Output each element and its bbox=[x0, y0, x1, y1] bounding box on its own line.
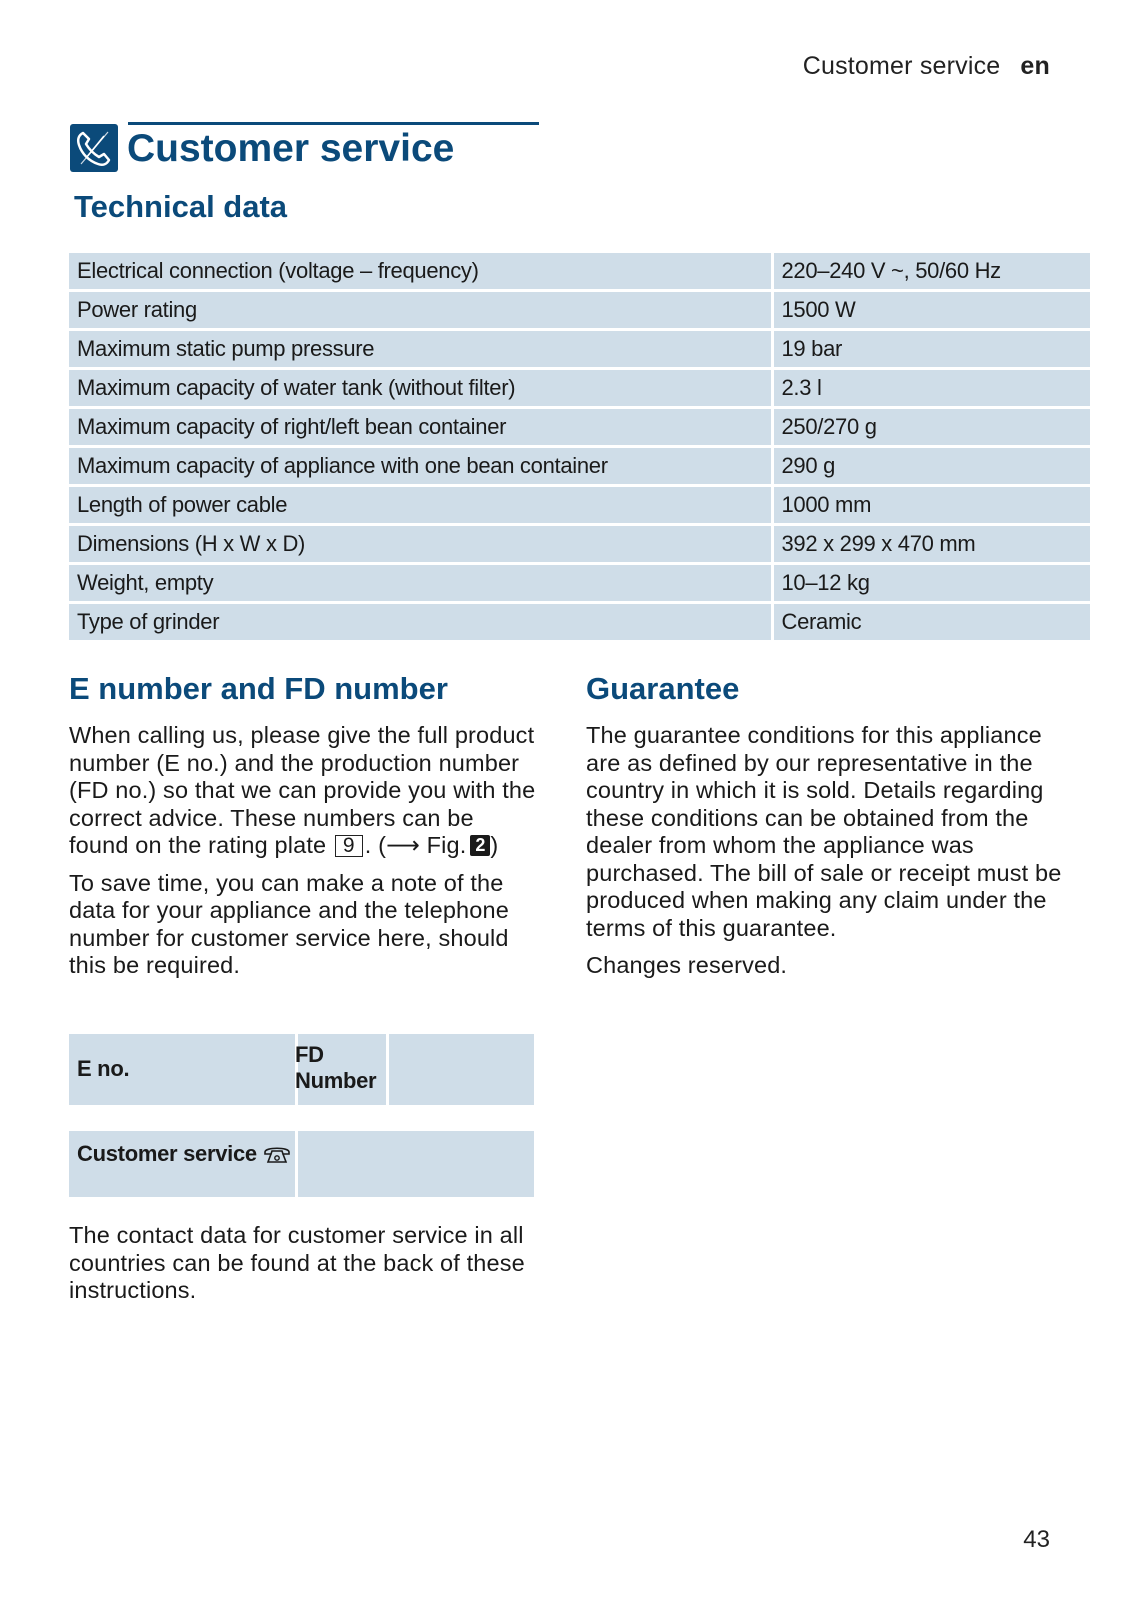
guarantee-heading: Guarantee bbox=[586, 671, 740, 706]
divider bbox=[386, 1034, 389, 1105]
e-number-heading: E number and FD number bbox=[69, 671, 448, 706]
table-row bbox=[69, 603, 1090, 642]
table-row bbox=[69, 447, 1090, 486]
spec-label: Maximum capacity of appliance with one bean container bbox=[69, 447, 772, 486]
table-row bbox=[69, 486, 1090, 525]
technical-data-heading: Technical data bbox=[74, 189, 288, 224]
title-rule bbox=[128, 122, 539, 125]
guarantee-paragraph-2: Changes reserved. bbox=[586, 952, 788, 978]
spec-label: Power rating bbox=[69, 291, 772, 330]
figure-number: 2 bbox=[470, 835, 490, 856]
spec-label: Dimensions (H x W x D) bbox=[69, 525, 772, 564]
spec-value: 10–12 kg bbox=[772, 564, 1090, 603]
spec-label: Length of power cable bbox=[69, 486, 772, 525]
table-row bbox=[69, 330, 1090, 369]
e-number-paragraph-2: To save time, you can make a note of the data for your appliance and the telephone number for customer service here, should this be required. bbox=[69, 869, 509, 978]
spec-value: 220–240 V ~, 50/60 Hz bbox=[772, 253, 1090, 291]
customer-service-label: Customer service bbox=[77, 1141, 291, 1170]
page-number: 43 bbox=[1023, 1526, 1050, 1553]
guarantee-paragraph-1: The guarantee conditions for this appliance are as defined by our representative in the country in which it is sold. Details regarding these conditions can be obtained from the dealer from whom the appliance was purchased. The bill of sale or receipt must be produced when making any claim under the terms of this guarantee. bbox=[586, 722, 1062, 941]
e-number-text bbox=[69, 722, 539, 990]
contact-paragraph: The contact data for customer service in all countries can be found at the back of these instructions. bbox=[69, 1222, 525, 1303]
running-header-lang: en bbox=[1020, 52, 1050, 80]
table-row bbox=[69, 291, 1090, 330]
table-row bbox=[69, 564, 1090, 603]
e-number-paragraph-1: When calling us, please give the full product number (E no.) and the production number (FD no.) so that we can provide you with the correct advice. These numbers can be found on the rating plate 9 . (⟶ Fig. 2 ) bbox=[69, 722, 536, 858]
table-row bbox=[69, 525, 1090, 564]
spec-value: 290 g bbox=[772, 447, 1090, 486]
fd-number-label: FD Number bbox=[295, 1042, 377, 1093]
page-title: Customer service bbox=[127, 127, 455, 170]
spec-value: 2.3 l bbox=[772, 369, 1090, 408]
running-header bbox=[803, 52, 1050, 81]
guarantee-text bbox=[586, 722, 1064, 990]
spec-value: 1000 mm bbox=[772, 486, 1090, 525]
e-no-label: E no. bbox=[77, 1056, 130, 1081]
spec-label: Maximum static pump pressure bbox=[69, 330, 772, 369]
spec-value: 392 x 299 x 470 mm bbox=[772, 525, 1090, 564]
spec-value: Ceramic bbox=[772, 603, 1090, 642]
spec-value: 1500 W bbox=[772, 291, 1090, 330]
divider bbox=[295, 1131, 298, 1197]
spec-value: 250/270 g bbox=[772, 408, 1090, 447]
spec-label: Electrical connection (voltage – frequency) bbox=[69, 253, 772, 291]
technical-data-table bbox=[69, 253, 1090, 643]
contact-text bbox=[69, 1222, 539, 1315]
customer-service-form-row bbox=[69, 1131, 534, 1197]
spec-value: 19 bar bbox=[772, 330, 1090, 369]
customer-service-phone-icon bbox=[70, 124, 118, 172]
e-number-form-row bbox=[69, 1034, 534, 1105]
telephone-icon bbox=[263, 1144, 291, 1170]
table-row bbox=[69, 369, 1090, 408]
spec-label: Type of grinder bbox=[69, 603, 772, 642]
spec-label: Maximum capacity of right/left bean container bbox=[69, 408, 772, 447]
running-header-section: Customer service bbox=[802, 52, 1001, 80]
table-row bbox=[69, 408, 1090, 447]
rating-plate-number: 9 bbox=[335, 835, 363, 857]
table-row bbox=[69, 253, 1090, 291]
spec-label: Maximum capacity of water tank (without filter) bbox=[69, 369, 772, 408]
spec-label: Weight, empty bbox=[69, 564, 772, 603]
